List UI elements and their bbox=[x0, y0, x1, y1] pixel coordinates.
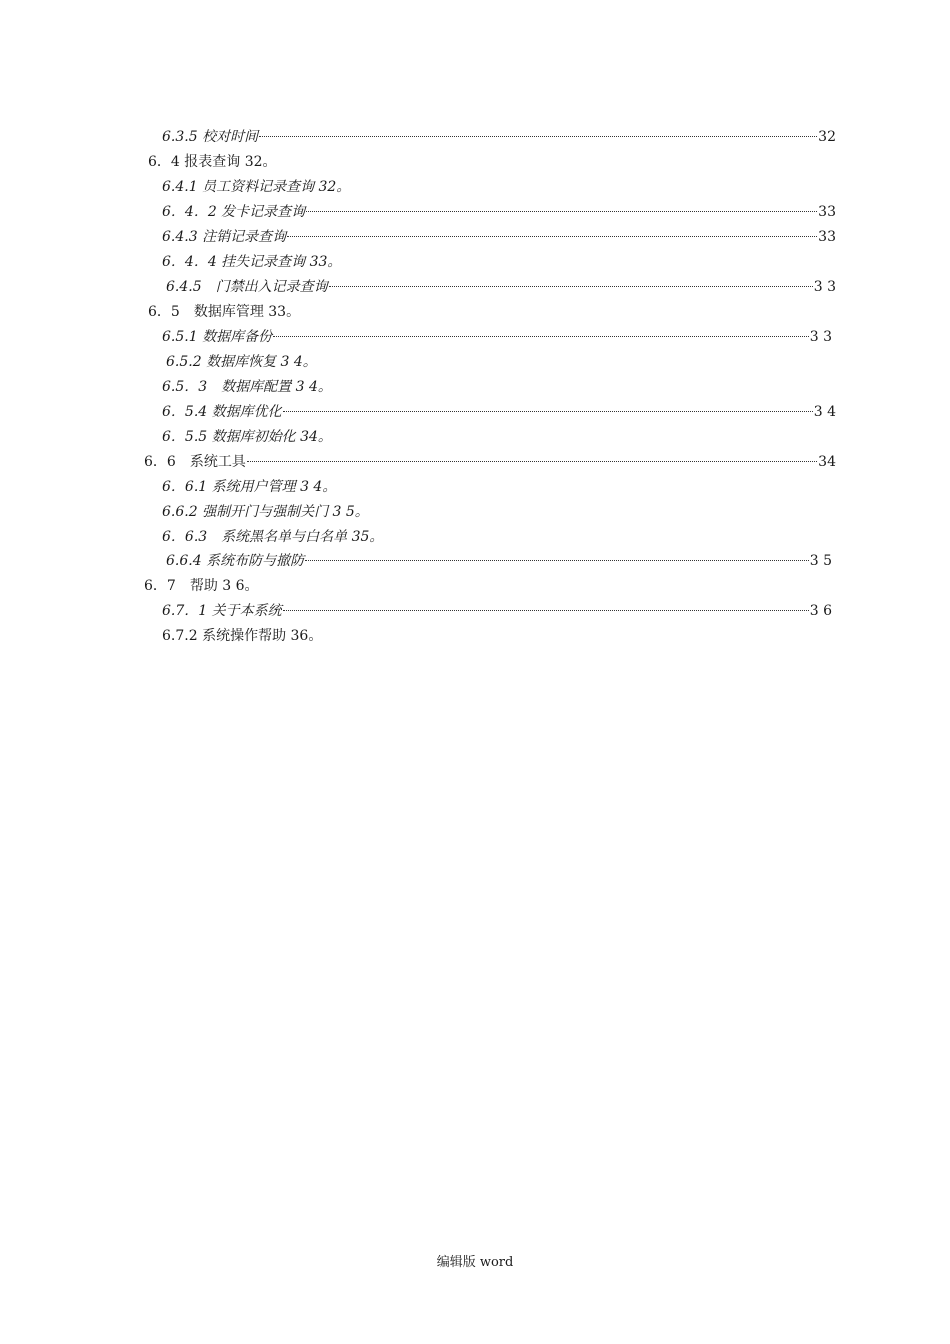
toc-entry bbox=[162, 226, 836, 248]
toc-entry-title: 6.6.4 系统布防与撤防 bbox=[166, 553, 305, 569]
toc-entry-title: 6．7 帮助 3 6。 bbox=[144, 578, 259, 594]
toc-dot-leader bbox=[283, 610, 809, 611]
toc-entry bbox=[148, 151, 277, 173]
toc-entry bbox=[162, 401, 836, 423]
toc-entry bbox=[162, 501, 369, 523]
toc-entry-title: 6．6 系统工具 bbox=[144, 454, 246, 470]
toc-page-number: 3 6 bbox=[809, 603, 832, 619]
toc-page-number: 3 5 bbox=[809, 553, 832, 569]
table-of-contents bbox=[0, 0, 950, 660]
toc-entry-title: 6.6.2 强制开门与强制关门 3 5。 bbox=[162, 504, 369, 520]
toc-page-number: 3 3 bbox=[813, 279, 836, 295]
toc-dot-leader bbox=[306, 211, 817, 212]
toc-entry bbox=[162, 126, 836, 148]
toc-entry-title: 6．5.4 数据库优化 bbox=[162, 404, 282, 420]
toc-entry-title: 6.4.5 门禁出入记录查询 bbox=[166, 279, 328, 295]
toc-entry-title: 6.5.2 数据库恢复 3 4。 bbox=[166, 354, 317, 370]
toc-entry-title: 6．5.5 数据库初始化 34。 bbox=[162, 429, 332, 445]
toc-entry bbox=[162, 625, 322, 647]
toc-entry bbox=[162, 251, 341, 273]
toc-entry-title: 6.5.1 数据库备份 bbox=[162, 329, 273, 345]
toc-entry bbox=[166, 276, 836, 298]
toc-page-number: 3 4 bbox=[813, 404, 836, 420]
toc-entry-title: 6.5．3 数据库配置 3 4。 bbox=[162, 379, 332, 395]
toc-entry-title: 6．4．4 挂失记录查询 33。 bbox=[162, 254, 342, 270]
toc-dot-leader bbox=[247, 461, 817, 462]
toc-entry bbox=[148, 301, 300, 323]
toc-entry bbox=[162, 600, 832, 622]
toc-page-number: 3 3 bbox=[809, 329, 832, 345]
toc-entry-title: 6.4.1 员工资料记录查询 32。 bbox=[162, 179, 351, 195]
toc-page-number: 33 bbox=[818, 204, 836, 220]
toc-entry bbox=[162, 176, 350, 198]
toc-dot-leader bbox=[305, 560, 809, 561]
toc-entry-title: 6．5 数据库管理 33。 bbox=[148, 304, 301, 320]
toc-entry bbox=[162, 476, 336, 498]
toc-entry bbox=[166, 550, 832, 572]
toc-entry-title: 6．6.3 系统黑名单与白名单 35。 bbox=[162, 529, 384, 545]
toc-entry bbox=[144, 451, 836, 473]
toc-entry bbox=[162, 201, 836, 223]
toc-entry-title: 6.7．1 关于本系统 bbox=[162, 603, 282, 619]
toc-entry-title: 6.3.5 校对时间 bbox=[162, 129, 259, 145]
toc-page-number: 34 bbox=[818, 454, 836, 470]
toc-dot-leader bbox=[259, 136, 817, 137]
toc-entry bbox=[162, 376, 332, 398]
toc-dot-leader bbox=[273, 336, 809, 337]
toc-entry-title: 6．4．2 发卡记录查询 bbox=[162, 204, 306, 220]
toc-page-number: 32 bbox=[818, 129, 836, 145]
toc-dot-leader bbox=[329, 286, 813, 287]
toc-entry bbox=[162, 526, 383, 548]
toc-entry-title: 6.4.3 注销记录查询 bbox=[162, 229, 287, 245]
toc-page-number: 33 bbox=[818, 229, 836, 245]
toc-entry bbox=[162, 326, 832, 348]
toc-entry-title: 6.7.2 系统操作帮助 36。 bbox=[162, 628, 323, 644]
page-footer: 编辑版 word bbox=[436, 1255, 514, 1270]
toc-dot-leader bbox=[287, 236, 817, 237]
toc-dot-leader bbox=[283, 411, 813, 412]
toc-entry-title: 6．6.1 系统用户管理 3 4。 bbox=[162, 479, 337, 495]
toc-entry bbox=[144, 575, 259, 597]
toc-entry-title: 6．4 报表查询 32。 bbox=[148, 154, 277, 170]
toc-entry bbox=[166, 351, 317, 373]
toc-entry bbox=[162, 426, 332, 448]
